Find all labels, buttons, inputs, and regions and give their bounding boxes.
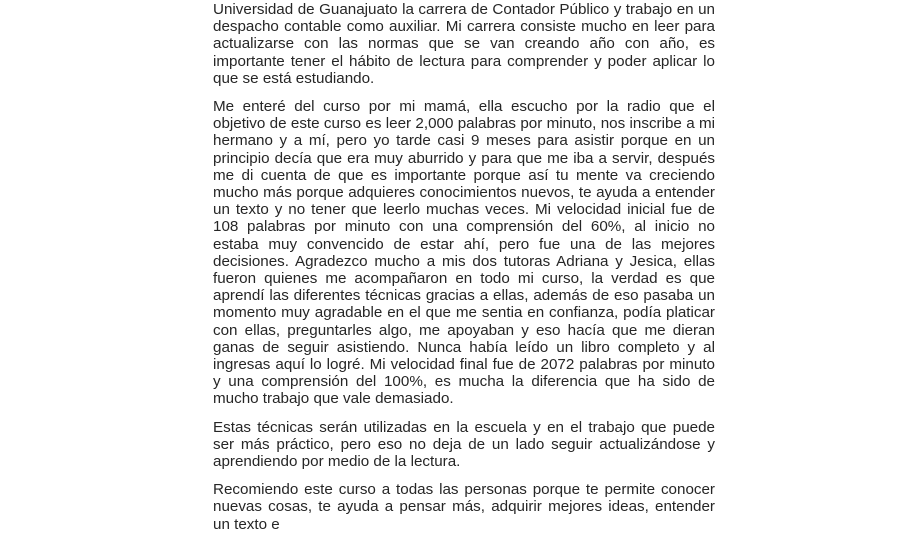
document-page [213,1,715,544]
paragraph-recommendation: Recomiendo este curso a todas las personas porque te permite conocer nuevas cosas, te ayuda a pensar más, adquirir mejores ideas, entender un texto e [213,481,715,533]
paragraph-intro: Universidad de Guanajuato la carrera de Contador Público y trabajo en un despacho contable como auxiliar. Mi carrera consiste mucho en leer para actualizarse con las normas que se van creando año con año, es importante tener el hábito de lectura para comprender y poder aplicar lo que se está estudiando. [213,1,715,87]
paragraph-course-experience: Me enteré del curso por mi mamá, ella escucho por la radio que el objetivo de este curso es leer 2,000 palabras por minuto, nos inscribe a mi hermano y a mí, pero yo tarde casi 9 meses para asistir porque en un principio decía que era muy aburrido y para que me iba a servir, después me di cuenta de que es importante porque así tu mente va creciendo mucho más porque adquieres conocimientos nuevos, te ayuda a entender un texto y no tener que leerlo muchas veces. Mi velocidad inicial fue de 108 palabras por minuto con una comprensión del 60%, al inicio no estaba muy convencido de estar ahí, pero fue una de las mejores decisiones. Agradezco mucho a mis dos tutoras Adriana y Jesica, ellas fueron quienes me acompañaron en todo mi curso, la verdad es que aprendí las diferentes técnicas gracias a ellas, además de eso pasaba un momento muy agradable en el que me sentia en confianza, podía platicar con ellas, preguntarles algo, me apoyaban y eso hacía que me dieran ganas de seguir asistiendo. Nunca había leído un libro completo y al ingresas aquí lo logré. Mi velocidad final fue de 2072 palabras por minuto y una comprensión del 100%, es mucha la diferencia que ha sido de mucho trabajo que vale demasiado. [213,98,715,408]
paragraph-techniques: Estas técnicas serán utilizadas en la escuela y en el trabajo que puede ser más práctico, pero eso no deja de un lado seguir actualizándose y aprendiendo por medio de la lectura. [213,418,715,471]
